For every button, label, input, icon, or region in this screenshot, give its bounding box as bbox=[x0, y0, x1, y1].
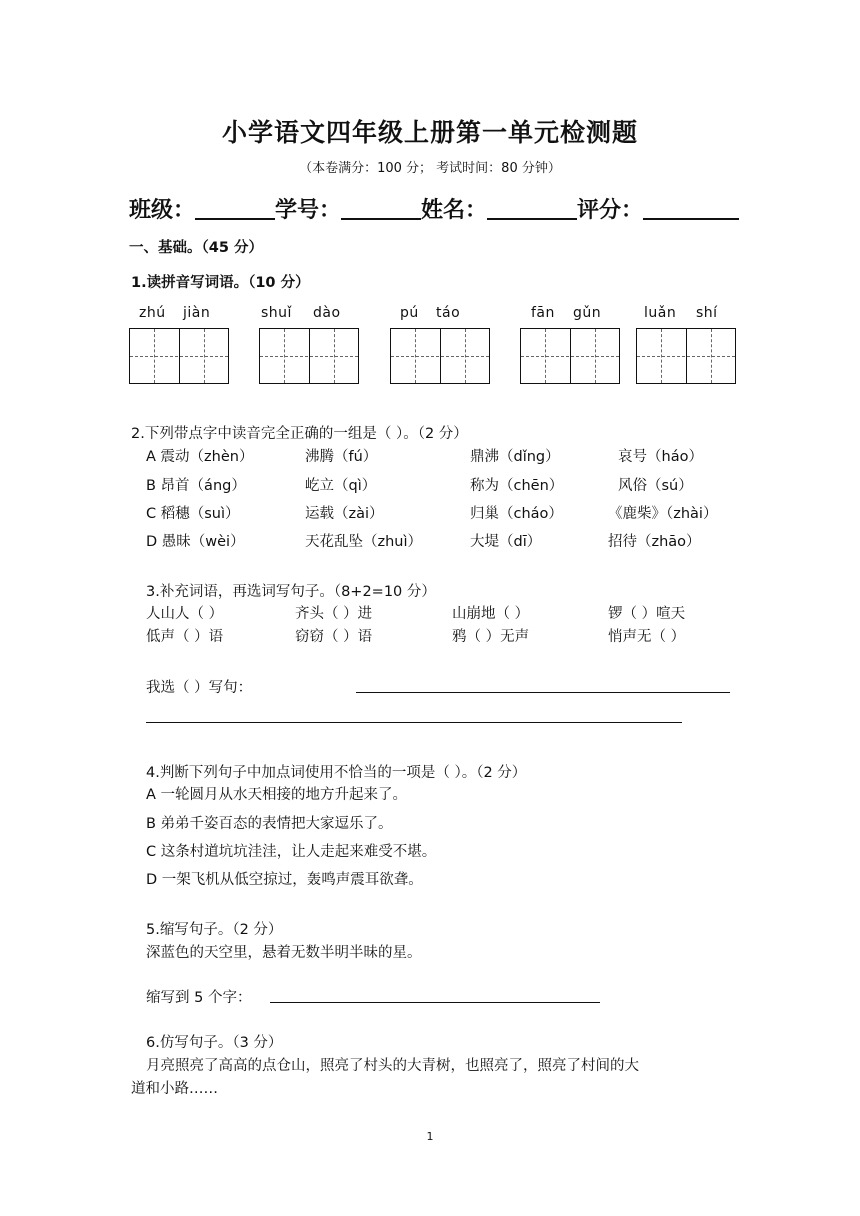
option-c: C 这条村道坑坑洼洼，让人走起来难受不堪。 bbox=[146, 844, 437, 860]
question-3-title: 3.补充词语，再选词写句子。（8+2=10 分） bbox=[146, 584, 436, 600]
option-item: 哀号（háo） bbox=[618, 449, 703, 465]
writing-grid[interactable] bbox=[390, 328, 490, 384]
option-b: B 弟弟千姿百态的表情把大家逗乐了。 bbox=[146, 816, 393, 832]
writing-grid[interactable] bbox=[259, 328, 359, 384]
pinyin: pú bbox=[400, 305, 419, 321]
option-item: 招待（zhāo） bbox=[608, 534, 701, 550]
option-item: 鼎沸（dǐng） bbox=[470, 449, 560, 465]
score-label: 评分： bbox=[577, 198, 644, 223]
option-d: D 愚昧（wèi） bbox=[146, 534, 245, 550]
option-item: 天花乱坠（zhuì） bbox=[305, 534, 423, 550]
pinyin: fān bbox=[531, 305, 555, 321]
question-6-title: 6.仿写句子。（3 分） bbox=[146, 1035, 283, 1051]
idiom-blank: 人山人（ ） bbox=[146, 606, 224, 622]
class-label: 班级： bbox=[129, 198, 196, 223]
question-2-title: 2.下列带点字中读音完全正确的一组是（ ）。（2 分） bbox=[131, 426, 468, 442]
option-item: 《鹿柴》（zhài） bbox=[608, 506, 718, 522]
condense-prompt: 缩写到 5 个字： bbox=[146, 990, 252, 1006]
page-number: 1 bbox=[426, 1130, 434, 1143]
writing-grid[interactable] bbox=[520, 328, 620, 384]
pinyin: shí bbox=[696, 305, 718, 321]
number-field[interactable] bbox=[341, 196, 421, 220]
option-c: C 稻穗（suì） bbox=[146, 506, 240, 522]
pinyin: táo bbox=[436, 305, 461, 321]
name-field[interactable] bbox=[487, 196, 577, 220]
option-item: 归巢（cháo） bbox=[470, 506, 563, 522]
choose-word-prompt: 我选（ ）写句： bbox=[146, 680, 253, 696]
writing-grid[interactable] bbox=[636, 328, 736, 384]
option-a: A 震动（zhèn） bbox=[146, 449, 254, 465]
idiom-blank: 鸦（ ）无声 bbox=[452, 629, 530, 645]
name-label: 姓名： bbox=[421, 198, 488, 223]
model-sentence-line: 道和小路…… bbox=[131, 1081, 218, 1097]
question-1-title: 1.读拼音写词语。（10 分） bbox=[131, 275, 310, 291]
pinyin: zhú bbox=[139, 305, 166, 321]
idiom-blank: 齐头（ ）进 bbox=[295, 606, 373, 622]
option-b: B 昂首（áng） bbox=[146, 478, 246, 494]
pinyin: gǔn bbox=[573, 305, 602, 321]
writing-grid[interactable] bbox=[129, 328, 229, 384]
sentence: 深蓝色的天空里，悬着无数半明半昧的星。 bbox=[146, 945, 422, 961]
pinyin: dào bbox=[313, 305, 341, 321]
idiom-blank: 山崩地（ ） bbox=[452, 606, 530, 622]
exam-info: （本卷满分：100 分； 考试时间：80 分钟） bbox=[299, 161, 561, 176]
answer-line[interactable] bbox=[146, 722, 682, 723]
page-title: 小学语文四年级上册第一单元检测题 bbox=[221, 118, 638, 147]
question-4-title: 4.判断下列句子中加点词使用不恰当的一项是（ ）。（2 分） bbox=[146, 765, 527, 781]
model-sentence-line: 月亮照亮了高高的点仓山，照亮了村头的大青树，也照亮了，照亮了村间的大 bbox=[146, 1058, 639, 1074]
option-a: A 一轮圆月从水天相接的地方升起来了。 bbox=[146, 787, 408, 803]
option-d: D 一架飞机从低空掠过，轰鸣声震耳欲聋。 bbox=[146, 872, 423, 888]
pinyin: jiàn bbox=[183, 305, 211, 321]
answer-line[interactable] bbox=[270, 1002, 600, 1003]
class-field[interactable] bbox=[195, 196, 275, 220]
student-info-row bbox=[129, 193, 739, 224]
option-item: 大堤（dī） bbox=[470, 534, 542, 550]
option-item: 屹立（qì） bbox=[305, 478, 377, 494]
option-item: 称为（chēn） bbox=[470, 478, 564, 494]
idiom-blank: 悄声无（ ） bbox=[608, 629, 686, 645]
number-label: 学号： bbox=[275, 198, 342, 223]
option-item: 沸腾（fú） bbox=[305, 449, 378, 465]
pinyin: luǎn bbox=[644, 305, 677, 321]
pinyin: shuǐ bbox=[261, 305, 292, 321]
option-item: 运载（zài） bbox=[305, 506, 384, 522]
section-heading: 一、基础。（45 分） bbox=[129, 240, 263, 256]
idiom-blank: 低声（ ）语 bbox=[146, 629, 224, 645]
option-item: 风俗（sú） bbox=[618, 478, 693, 494]
score-field[interactable] bbox=[643, 196, 739, 220]
answer-line[interactable] bbox=[356, 692, 730, 693]
idiom-blank: 窃窃（ ）语 bbox=[295, 629, 373, 645]
idiom-blank: 锣（ ）喧天 bbox=[608, 606, 686, 622]
question-5-title: 5.缩写句子。（2 分） bbox=[146, 922, 283, 938]
